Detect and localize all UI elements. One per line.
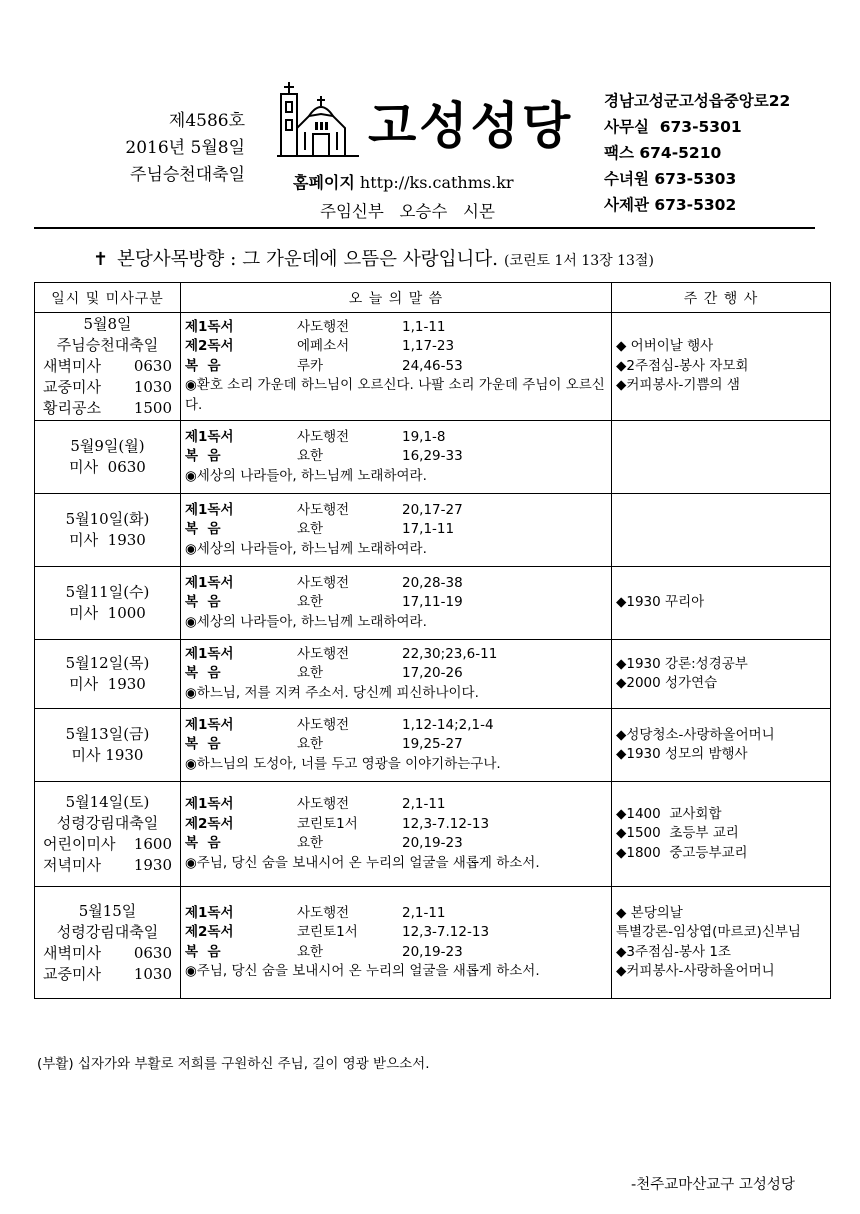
- motto-reference: (코린토 1서 13장 13절): [503, 253, 654, 269]
- address: 경남고성군고성읍중앙로22: [604, 92, 791, 110]
- reading-book: 사도행전: [297, 796, 350, 812]
- church-icon: [275, 80, 361, 160]
- mass-time: [35, 834, 180, 855]
- issue-number: 제4586호: [168, 111, 245, 131]
- reading-name: 제1독서: [185, 796, 234, 812]
- reading-verse: 1,1-11: [402, 318, 446, 335]
- reading-book: 요한: [297, 835, 324, 851]
- day-cell: [35, 709, 181, 782]
- table-row: [35, 567, 831, 640]
- reading-name: 복 음: [185, 665, 221, 682]
- reading-name: 제2독서: [185, 815, 234, 832]
- table-row: [35, 709, 831, 782]
- table-header-row: [35, 283, 831, 313]
- psalm-antiphon: ◉세상의 나라들아, 하느님께 노래하여라.: [185, 613, 427, 630]
- reading-verse: 17,11-19: [402, 594, 463, 611]
- reading-verse: 20,19-23: [402, 835, 463, 851]
- reading-book: 요한: [297, 448, 324, 465]
- reading-verse: 24,46-53: [402, 357, 463, 374]
- reading-book: 요한: [297, 594, 324, 611]
- day-cell: [35, 421, 181, 494]
- psalm-antiphon: ◉하느님, 저를 지켜 주소서. 당신께 피신하나이다.: [185, 684, 479, 701]
- day-date: 5월15일: [78, 901, 137, 920]
- day-date: 5월10일(화): [65, 510, 150, 528]
- reading-book: 코린토1서: [297, 924, 358, 940]
- mass-name: 어린이미사: [43, 835, 116, 853]
- convent-phone: 수녀원 673-5303: [604, 170, 737, 188]
- day-subtitle: 미사 1930: [71, 746, 144, 764]
- psalm-antiphon: ◉환호 소리 가운데 하느님이 오르신다. 나팔 소리 가운데 주님이 오르신다.: [185, 377, 605, 413]
- fax-number: 팩스 674-5210: [604, 144, 722, 162]
- reading-verse: 17,1-11: [402, 521, 455, 538]
- homepage-label: 홈페이지: [293, 173, 355, 192]
- reading-name: 제1독서: [185, 318, 234, 335]
- pastoral-motto: [93, 245, 654, 271]
- reading-name: 제1독서: [185, 716, 234, 733]
- reading-book: 요한: [297, 736, 324, 753]
- psalm-antiphon: ◉세상의 나라들아, 하느님께 노래하여라.: [185, 540, 427, 557]
- day-cell: [35, 494, 181, 567]
- event-item: ◆1400 교사회합: [616, 805, 722, 822]
- reading-line: [185, 904, 607, 924]
- mass-name: 저녁미사: [43, 856, 101, 874]
- reading-verse: 17,20-26: [402, 665, 463, 682]
- readings-cell: [181, 567, 612, 640]
- events-cell: [612, 640, 831, 709]
- reading-line: [185, 593, 607, 613]
- reading-line: [185, 645, 607, 665]
- reading-line: [185, 834, 607, 854]
- mass-name: 교중미사: [43, 378, 101, 396]
- homepage-link[interactable]: http://ks.cathms.kr: [359, 173, 514, 192]
- reading-name: 제2독서: [185, 338, 234, 355]
- day-cell: [35, 887, 181, 999]
- reading-verse: 20,17-27: [402, 501, 463, 518]
- day-cell: [35, 313, 181, 421]
- mass-hour: 0630: [133, 357, 172, 375]
- day-cell: [35, 567, 181, 640]
- reading-verse: 12,3-7.12-13: [402, 924, 490, 940]
- day-cell: [35, 782, 181, 887]
- header-date: 일시 및 미사구분: [35, 283, 181, 313]
- reading-book: 사도행전: [297, 574, 350, 591]
- reading-name: 복 음: [185, 594, 221, 611]
- mass-name: 새벽미사: [43, 357, 101, 375]
- reading-name: 복 음: [185, 448, 221, 465]
- header-events: 주 간 행 사: [612, 283, 831, 313]
- reading-name: 제1독서: [185, 904, 234, 921]
- mass-hour: 0630: [133, 943, 172, 962]
- motto-text: 본당사목방향 : 그 가운데에 으뜸은 사랑입니다.: [117, 249, 499, 270]
- header-divider: [34, 227, 815, 229]
- events-cell: [612, 313, 831, 421]
- reading-line: [185, 716, 607, 736]
- reading-book: 사도행전: [297, 716, 350, 733]
- reading-verse: 16,29-33: [402, 448, 463, 465]
- psalm-antiphon: ◉주님, 당신 숨을 보내시어 온 누리의 얼굴을 새롭게 하소서.: [185, 854, 540, 871]
- events-cell: [612, 494, 831, 567]
- table-row: [35, 494, 831, 567]
- issue-date: 2016년 5월8일: [125, 138, 245, 158]
- reading-verse: 1,17-23: [402, 338, 455, 355]
- day-date: 5월8일: [83, 315, 132, 333]
- table-row: [35, 313, 831, 421]
- reading-line: [185, 357, 607, 377]
- mass-time: [35, 855, 180, 876]
- day-date: 5월11일(수): [65, 583, 150, 601]
- mass-name: 교중미사: [43, 964, 101, 983]
- event-item: ◆1930 꾸리아: [616, 594, 705, 611]
- reading-verse: 1,12-14;2,1-4: [402, 716, 494, 733]
- header-readings: 오 늘 의 말 씀: [181, 283, 612, 313]
- day-subtitle: 미사 1930: [69, 675, 146, 693]
- psalm-antiphon: ◉주님, 당신 숨을 보내시어 온 누리의 얼굴을 새롭게 하소서.: [185, 963, 540, 979]
- event-item: ◆1800 중고등부교리: [616, 844, 748, 861]
- reading-book: 사도행전: [297, 501, 350, 518]
- readings-cell: [181, 782, 612, 887]
- readings-cell: [181, 640, 612, 709]
- contact-info: [604, 88, 790, 218]
- pastor-name: 주임신부 오승수 시몬: [320, 202, 495, 221]
- psalm-antiphon: ◉하느님의 도성아, 너를 두고 영광을 이야기하는구나.: [185, 755, 501, 772]
- reading-verse: 20,19-23: [402, 943, 463, 960]
- day-subtitle: 성령강림대축일: [56, 814, 159, 832]
- mass-name: 새벽미사: [43, 943, 101, 962]
- reading-book: 사도행전: [297, 318, 350, 335]
- reading-verse: 2,1-11: [402, 904, 446, 921]
- day-date: 5월14일(토): [65, 793, 150, 811]
- event-item: 특별강론-임상엽(마르코)신부님: [616, 924, 801, 940]
- mass-hour: 1030: [133, 964, 172, 983]
- reading-verse: 20,28-38: [402, 574, 463, 591]
- reading-book: 에페소서: [297, 338, 350, 355]
- rectory-phone: 사제관 673-5302: [604, 196, 737, 214]
- day-subtitle: 미사 0630: [69, 458, 146, 476]
- event-item: ◆커피봉사-기쁨의 샘: [616, 377, 740, 394]
- reading-line: [185, 428, 607, 448]
- event-item: ◆1930 강론:성경공부: [616, 655, 748, 672]
- event-item: ◆ 본당의날: [616, 904, 683, 921]
- reading-name: 제1독서: [185, 645, 234, 662]
- mass-hour: 1930: [133, 856, 172, 874]
- reading-line: [185, 795, 607, 815]
- day-subtitle: 미사 1000: [69, 604, 146, 622]
- footer-antiphon: (부활) 십자가와 부활로 저희를 구원하신 주님, 길이 영광 받으소서.: [37, 1056, 430, 1072]
- reading-name: 제1독서: [185, 501, 234, 518]
- reading-line: [185, 815, 607, 835]
- readings-cell: [181, 494, 612, 567]
- day-subtitle: 성령강림대축일: [56, 922, 159, 941]
- day-date: 5월12일(목): [65, 654, 150, 672]
- reading-verse: 12,3-7.12-13: [402, 815, 490, 832]
- reading-name: 복 음: [185, 943, 221, 960]
- reading-book: 코린토1서: [297, 815, 358, 832]
- reading-line: [185, 520, 607, 540]
- day-date: 5월13일(금): [65, 725, 150, 743]
- cross-icon: ✝: [93, 249, 109, 270]
- reading-name: 제1독서: [185, 428, 234, 445]
- events-cell: [612, 709, 831, 782]
- weekly-schedule-table: [34, 282, 831, 999]
- event-item: ◆1500 초등부 교리: [616, 825, 739, 842]
- mass-time: [35, 377, 180, 398]
- reading-name: 제1독서: [185, 574, 234, 591]
- reading-line: [185, 664, 607, 684]
- reading-line: [185, 447, 607, 467]
- mass-time: [35, 398, 180, 419]
- reading-verse: 22,30;23,6-11: [402, 645, 498, 662]
- day-date: 5월9일(월): [70, 437, 145, 455]
- event-item: ◆1930 성모의 밤행사: [616, 746, 748, 762]
- mass-hour: 1600: [133, 835, 172, 853]
- reading-book: 사도행전: [297, 645, 350, 662]
- events-cell: [612, 887, 831, 999]
- events-cell: [612, 567, 831, 640]
- table-row: [35, 782, 831, 887]
- day-subtitle: 미사 1930: [69, 531, 146, 549]
- church-title: 고성성당: [368, 96, 574, 155]
- reading-line: [185, 574, 607, 594]
- events-cell: [612, 782, 831, 887]
- reading-book: 요한: [297, 521, 324, 538]
- reading-line: [185, 318, 607, 338]
- feast-name: 주님승천대축일: [130, 165, 245, 185]
- reading-verse: 19,1-8: [402, 428, 446, 445]
- readings-cell: [181, 709, 612, 782]
- mass-time: [35, 356, 180, 377]
- event-item: ◆2주점심-봉사 자모회: [616, 357, 749, 374]
- psalm-antiphon: ◉세상의 나라들아, 하느님께 노래하여라.: [185, 467, 427, 484]
- reading-name: 제2독서: [185, 924, 234, 940]
- event-item: ◆2000 성가연습: [616, 675, 718, 691]
- readings-cell: [181, 313, 612, 421]
- reading-book: 요한: [297, 665, 324, 682]
- issue-info: [95, 108, 245, 189]
- event-item: ◆커피봉사-사랑하올어머니: [616, 963, 775, 979]
- mass-hour: 1500: [133, 399, 172, 417]
- reading-line: [185, 943, 607, 963]
- reading-name: 복 음: [185, 521, 221, 538]
- reading-line: [185, 923, 607, 943]
- mass-hour: 1030: [133, 378, 172, 396]
- readings-cell: [181, 421, 612, 494]
- day-subtitle: 주님승천대축일: [56, 336, 159, 354]
- reading-verse: 19,25-27: [402, 736, 463, 753]
- reading-line: [185, 337, 607, 357]
- office-phone: 사무실 673-5301: [604, 118, 742, 136]
- table-row: [35, 887, 831, 999]
- reading-line: [185, 735, 607, 755]
- reading-book: 사도행전: [297, 428, 350, 445]
- reading-verse: 2,1-11: [402, 796, 446, 812]
- mass-time: [35, 964, 180, 985]
- reading-book: 요한: [297, 943, 324, 960]
- reading-book: 루카: [297, 357, 324, 374]
- event-item: ◆3주점심-봉사 1조: [616, 943, 731, 960]
- reading-book: 사도행전: [297, 904, 350, 921]
- readings-cell: [181, 887, 612, 999]
- table-row: [35, 640, 831, 709]
- day-cell: [35, 640, 181, 709]
- reading-name: 복 음: [185, 835, 221, 851]
- mass-name: 황리공소: [43, 399, 101, 417]
- mass-time: [35, 943, 180, 964]
- footer-signature: -천주교마산교구 고성성당: [631, 1177, 795, 1193]
- reading-line: [185, 501, 607, 521]
- events-cell: [612, 421, 831, 494]
- reading-name: 복 음: [185, 357, 221, 374]
- reading-name: 복 음: [185, 736, 221, 753]
- event-item: ◆ 어버이날 행사: [616, 338, 714, 355]
- table-row: [35, 421, 831, 494]
- event-item: ◆성당청소-사랑하올어머니: [616, 726, 775, 743]
- homepage-line: [293, 170, 514, 193]
